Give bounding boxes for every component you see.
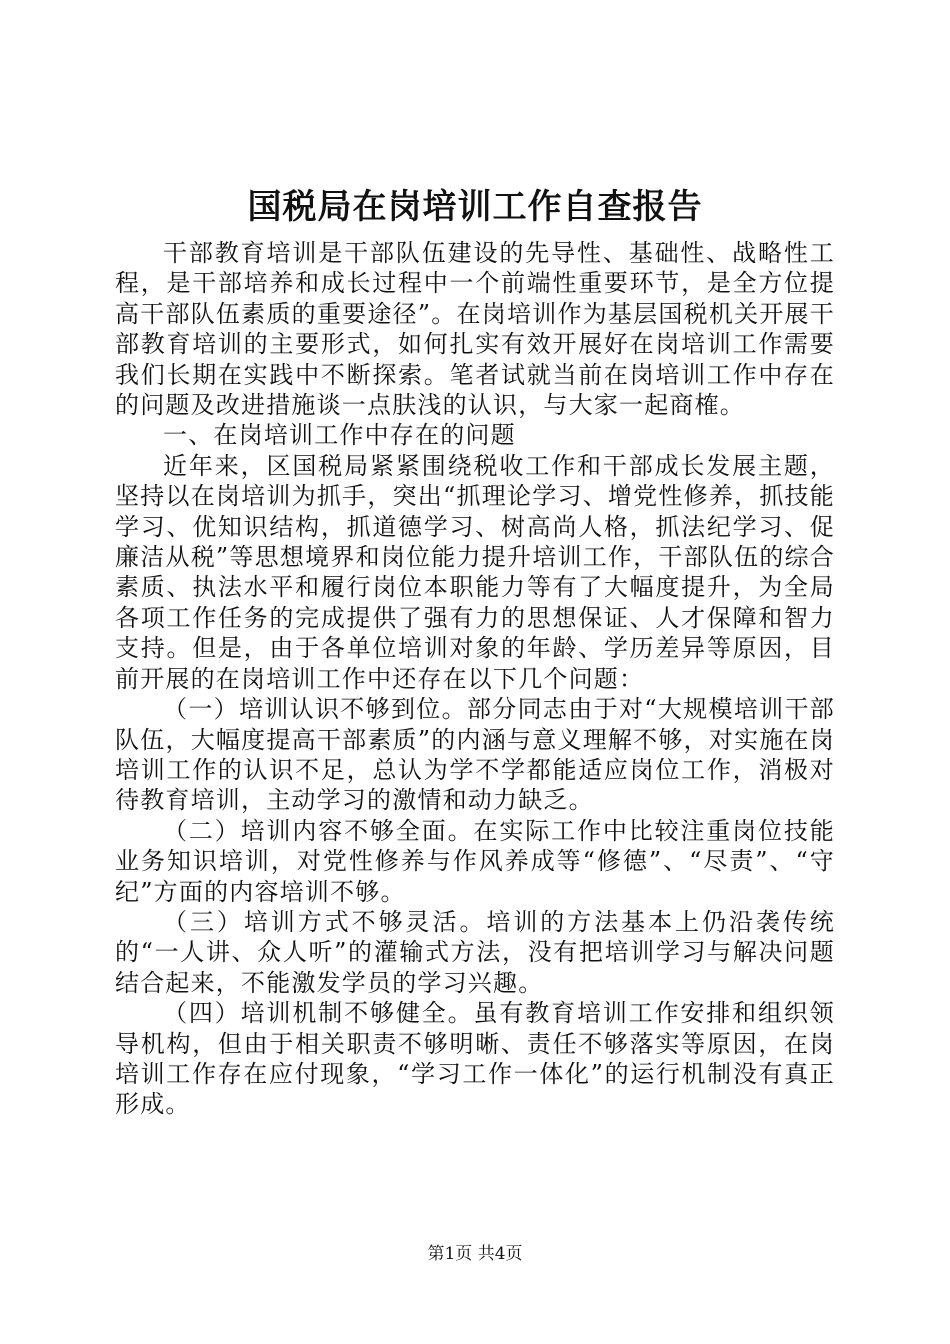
paragraph-problem-2: （二）培训内容不够全面。在实际工作中比较注重岗位技能业务知识培训，对党性修养与作风养成等“修德”、“尽责”、“守纪”方面的内容培训不够。 <box>115 816 835 906</box>
paragraph-problem-1: （一）培训认识不够到位。部分同志由于对“大规模培训干部队伍，大幅度提高干部素质”的内涵与意义理解不够，对实施在岗培训工作的认识不足，总认为学不学都能适应岗位工作，消极对待教育培训，主动学习的激情和动力缺乏。 <box>115 695 835 815</box>
paragraph-intro: 干部教育培训是干部队伍建设的先导性、基础性、战略性工程，是干部培养和成长过程中一个前端性重要环节，是全方位提高干部队伍素质的重要途径”。在岗培训作为基层国税机关开展干部教育培训的主要形式，如何扎实有效开展好在岗培训工作需要我们长期在实践中不断探索。笔者试就当前在岗培训工作中存在的问题及改进措施谈一点肤浅的认识，与大家一起商榷。 <box>115 239 835 420</box>
document-body <box>115 238 835 1120</box>
paragraph-problem-4: （四）培训机制不够健全。虽有教育培训工作安排和组织领导机构，但由于相关职责不够明晰、责任不够落实等原因，在岗培训工作存在应付现象，“学习工作一体化”的运行机制没有真正形成。 <box>115 999 835 1119</box>
section-heading-problems: 一、在岗培训工作中存在的问题 <box>163 421 516 450</box>
document-title: 国税局在岗培训工作自查报告 <box>247 187 703 227</box>
paragraph-overview: 近年来，区国税局紧紧围绕税收工作和干部成长发展主题，坚持以在岗培训为抓手，突出“抓理论学习、增党性修养，抓技能学习、优知识结构，抓道德学习、树高尚人格，抓法纪学习、促廉洁从税”等思想境界和岗位能力提升培训工作，干部队伍的综合素质、执法水平和履行岗位本职能力等有了大幅度提升，为全局各项工作任务的完成提供了强有力的思想保证、人才保障和智力支持。但是，由于各单位培训对象的年龄、学历差异等原因，目前开展的在岗培训工作中还存在以下几个问题： <box>115 451 835 693</box>
paragraph-problem-3: （三）培训方式不够灵活。培训的方法基本上仍沿袭传统的“一人讲、众人听”的灌输式方法，没有把培训学习与解决问题结合起来，不能激发学员的学习兴趣。 <box>115 907 835 997</box>
page-number-footer: 第1页 共4页 <box>427 1244 523 1264</box>
